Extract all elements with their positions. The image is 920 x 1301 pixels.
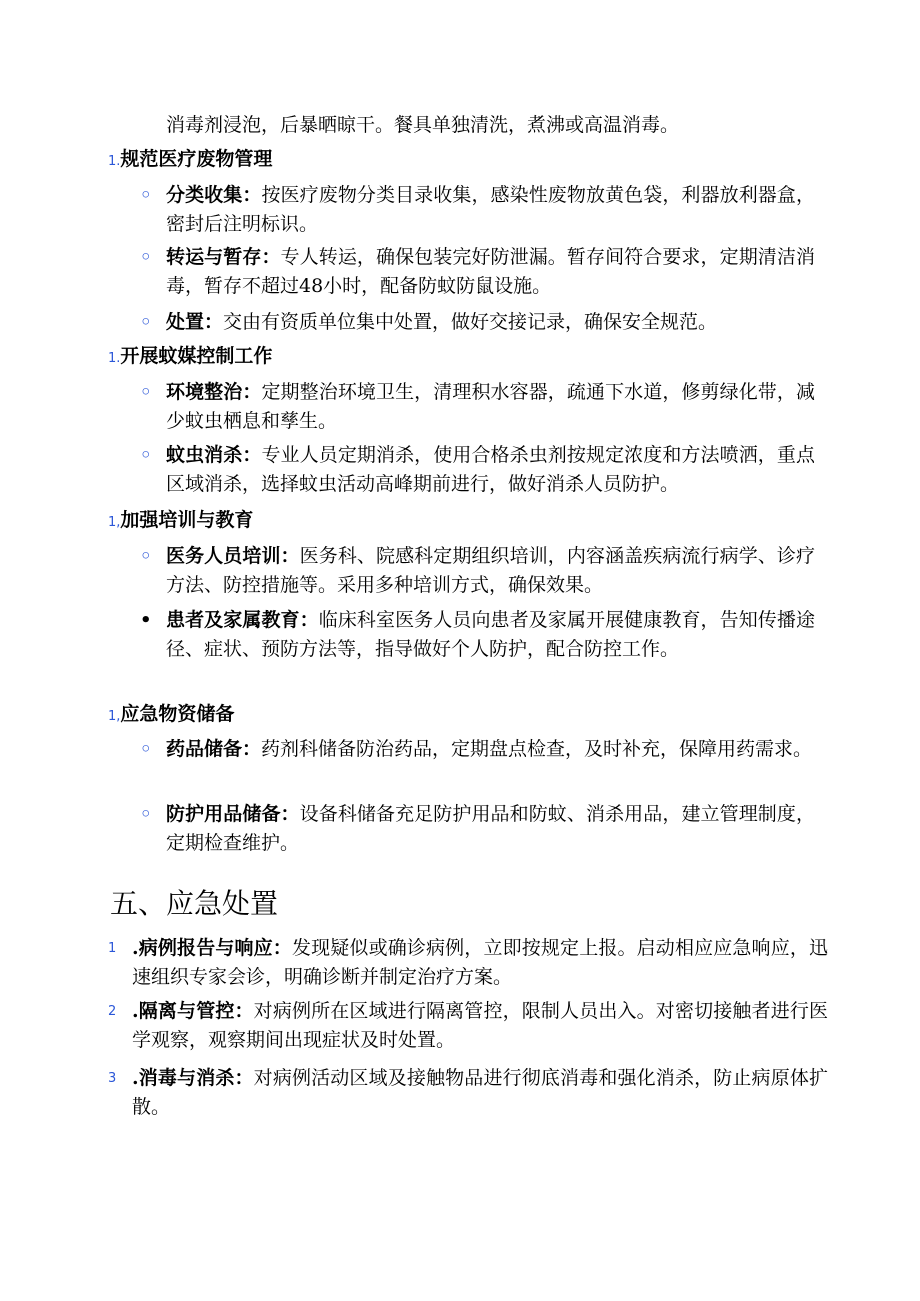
section-number: 1.: [108, 154, 121, 169]
list-item: [140, 181, 815, 239]
item-text: 交由有资质单位集中处置，做好交接记录，确保安全规范。: [223, 311, 718, 333]
bullet-icon: ◦: [140, 445, 152, 466]
item-label: 患者及家属教育：: [166, 609, 319, 631]
list-item: [140, 542, 815, 600]
continuation-text: 消毒剂浸泡，后暴晒晾干。餐具单独清洗，煮沸或高温消毒。: [166, 114, 680, 136]
list-item: [140, 441, 815, 499]
item-label: 防护用品储备：: [166, 803, 300, 825]
numbered-item: [108, 1064, 828, 1122]
list-item: [140, 378, 815, 436]
bullet-icon: ◦: [140, 546, 152, 567]
section-heading: [108, 506, 828, 537]
bullet-icon: ◦: [140, 382, 152, 403]
numbered-item: [108, 997, 828, 1055]
bullet-icon: ◦: [140, 804, 152, 825]
bullet-icon: •: [140, 610, 152, 631]
section-heading: [108, 700, 828, 731]
item-text: 定期整治环境卫生，清理积水容器，疏通下水道，修剪绿化带，减少蚊虫栖息和孳生。: [166, 381, 815, 432]
bullet-icon: ◦: [140, 312, 152, 333]
list-item: [140, 243, 815, 301]
section-title: 规范医疗废物管理: [120, 148, 273, 170]
item-text: 专业人员定期消杀，使用合格杀虫剂按规定浓度和方法喷洒，重点区域消杀，选择蚊虫活动高峰期前进行，做好消杀人员防护。: [166, 444, 815, 495]
item-label: .隔离与管控：: [132, 1000, 254, 1022]
item-label: 医务人员培训：: [166, 545, 300, 567]
list-item: [140, 800, 815, 858]
item-text: 医务科、院感科定期组织培训，内容涵盖疾病流行病学、诊疗方法、防控措施等。采用多种培训方式，确保效果。: [166, 545, 815, 596]
section-heading: [108, 342, 828, 373]
item-label: 环境整治：: [166, 381, 262, 403]
item-label: .病例报告与响应：: [132, 937, 292, 959]
section-title: 应急物资储备: [120, 703, 235, 725]
item-text: 对病例所在区域进行隔离管控，限制人员出入。对密切接触者进行医学观察，观察期间出现症状及时处置。: [132, 1000, 828, 1051]
item-text: 药剂科储备防治药品，定期盘点检查，及时补充，保障用药需求。: [261, 738, 813, 760]
section-title: 开展蚊媒控制工作: [120, 345, 273, 367]
item-label: 处置：: [166, 311, 224, 333]
section-heading: [108, 145, 828, 176]
item-number: 1: [108, 941, 117, 956]
item-label: 分类收集：: [166, 184, 262, 206]
section-number: 1.: [108, 351, 121, 366]
item-text: 对病例活动区域及接触物品进行彻底消毒和强化消杀，防止病原体扩散。: [132, 1067, 828, 1118]
item-text: 按医疗废物分类目录收集，感染性废物放黄色袋，利器放利器盒，密封后注明标识。: [166, 184, 815, 235]
item-text: 发现疑似或确诊病例，立即按规定上报。启动相应应急响应，迅速组织专家会诊，明确诊断并制定治疗方案。: [132, 937, 828, 988]
list-item: [140, 735, 815, 764]
item-label: 转运与暂存：: [166, 246, 281, 268]
item-label: 蚊虫消杀：: [166, 444, 262, 466]
bullet-icon: ◦: [140, 247, 152, 268]
bullet-icon: ◦: [140, 185, 152, 206]
item-number: 2: [108, 1004, 117, 1019]
numbered-item: [108, 934, 828, 992]
section-number: 1,: [108, 709, 121, 724]
item-label: 药品储备：: [166, 738, 262, 760]
section-title: 加强培训与教育: [120, 509, 254, 531]
emergency-heading: 五、应急处置: [110, 887, 279, 920]
item-label: .消毒与消杀：: [132, 1067, 254, 1089]
list-item: [140, 308, 815, 337]
list-item: [140, 606, 815, 664]
bullet-icon: ◦: [140, 739, 152, 760]
item-text: 专人转运，确保包装完好防泄漏。暂存间符合要求，定期清洁消毒，暂存不超过48小时，配备防蚊防鼠设施。: [166, 246, 815, 297]
section-number: 1,: [108, 515, 121, 530]
item-number: 3: [108, 1071, 117, 1086]
item-text: 设备科储备充足防护用品和防蚊、消杀用品，建立管理制度，定期检查维护。: [166, 803, 815, 854]
item-text: 临床科室医务人员向患者及家属开展健康教育，告知传播途径、症状、预防方法等，指导做好个人防护，配合防控工作。: [166, 609, 815, 660]
